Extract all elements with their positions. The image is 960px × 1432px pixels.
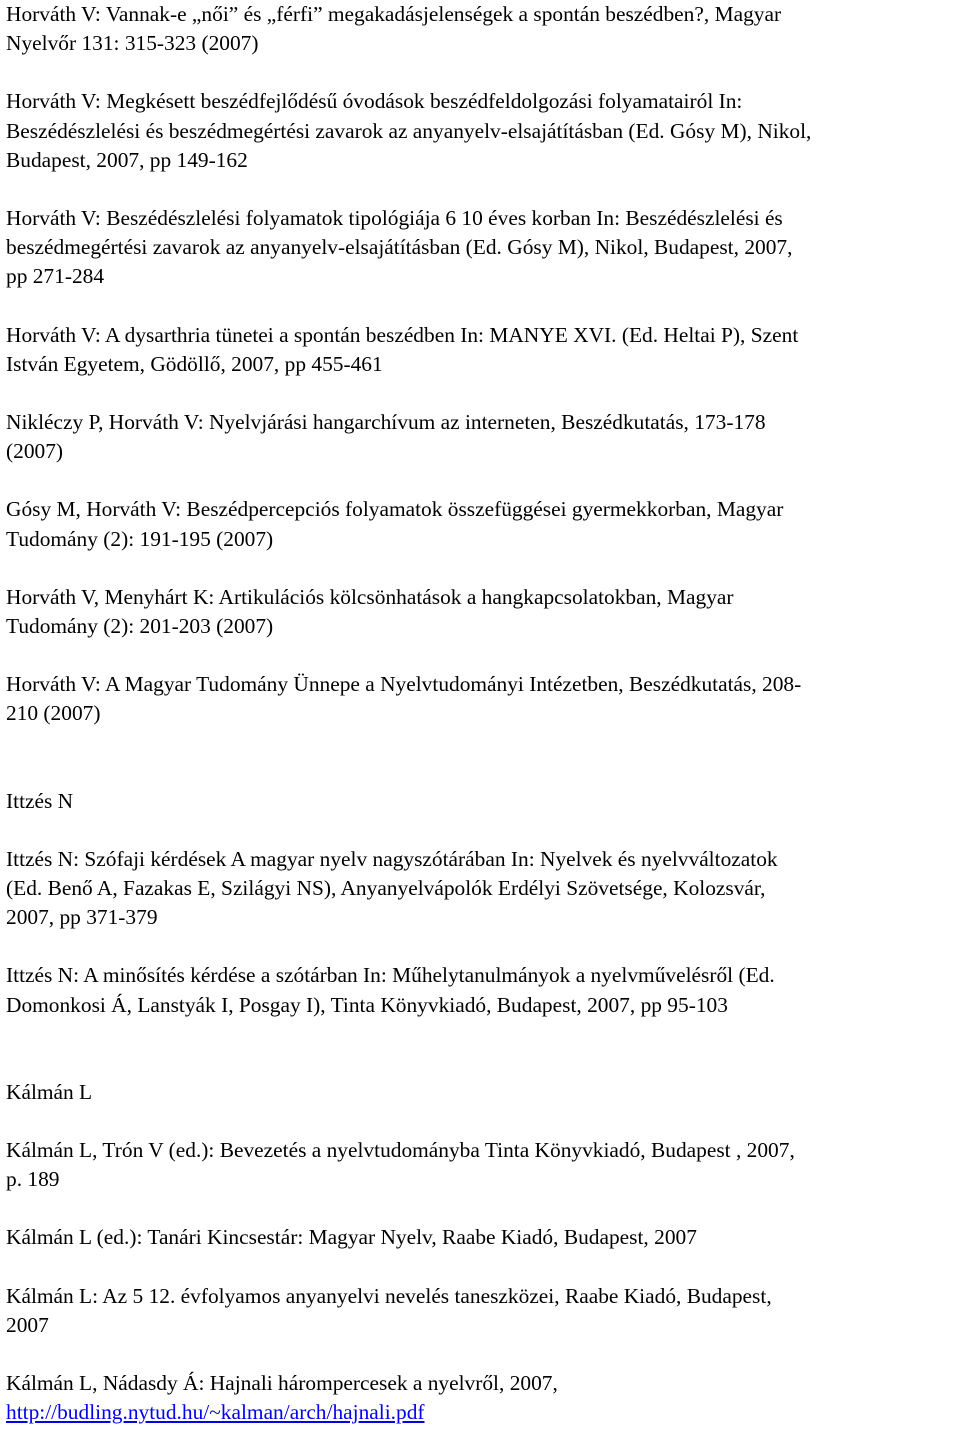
reference-entry: Ittzés N: A minősítés kérdése a szótárban In: Műhelytanulmányok a nyelvművelésről (Ed. Domonkosi Á, Lanstyák I, Posgay I), Tinta Könyvkiadó, Budapest, 2007, pp 95-103 [6, 963, 775, 1017]
document-page [6, 0, 956, 1428]
reference-entry: Nikléczy P, Horváth V: Nyelvjárási hangarchívum az interneten, Beszédkutatás, 173-178 (2007) [6, 410, 766, 464]
reference-entry: Gósy M, Horváth V: Beszédpercepciós folyamatok összefüggései gyermekkorban, Magyar Tudomány (2): 191-195 (2007) [6, 497, 784, 551]
reference-entry: Kálmán L: Az 5 12. évfolyamos anyanyelvi nevelés taneszközei, Raabe Kiadó, Budapest, 2007 [6, 1283, 772, 1337]
reference-entry-with-link [6, 1369, 956, 1427]
pdf-link[interactable]: http://budling.nytud.hu/~kalman/arch/hajnali.pdf [6, 1400, 425, 1425]
author-heading: Ittzés N [6, 788, 74, 813]
reference-entry: Ittzés N: Szófaji kérdések A magyar nyelv nagyszótárában In: Nyelvek és nyelvváltozatok (Ed. Benő A, Fazakas E, Szilágyi NS), Anyanyelvápolók Erdélyi Szövetsége, Kolozsvár, 2007, pp 371-379 [6, 846, 778, 930]
reference-entry: Horváth V: A Magyar Tudomány Ünnepe a Nyelvtudományi Intézetben, Beszédkutatás, 208- 210 (2007) [6, 672, 802, 726]
reference-entry: Horváth V: A dysarthria tünetei a spontán beszédben In: MANYE XVI. (Ed. Heltai P), Szent István Egyetem, Gödöllő, 2007, pp 455-461 [6, 322, 799, 376]
reference-entry: Kálmán L (ed.): Tanári Kincsestár: Magyar Nyelv, Raabe Kiadó, Budapest, 2007 [6, 1225, 697, 1250]
reference-entry: Kálmán L, Nádasdy Á: Hajnali hárompercesek a nyelvről, 2007, [6, 1371, 558, 1396]
reference-entry: Horváth V: Beszédészlelési folyamatok tipológiája 6 10 éves korban In: Beszédészlelési és beszédmegértési zavarok az anyanyelv-elsajátításban (Ed. Gósy M), Nikol, Budapest, 2007, pp 271-284 [6, 206, 793, 289]
reference-entry: Horváth V: Vannak-e „női” és „férfi” megakadásjelenségek a spontán beszédben?, Magyar Nyelvőr 131: 315-323 (2007) [6, 2, 782, 56]
reference-entry: Horváth V: Megkésett beszédfejlődésű óvodások beszédfeldolgozási folyamatairól In: Beszédészlelési és beszédmegértési zavarok az anyanyelv-elsajátításban (Ed. Gósy M), Nikol, Budapest, 2007, pp 149-162 [6, 89, 812, 172]
reference-entry: Kálmán L, Trón V (ed.): Bevezetés a nyelvtudományba Tinta Könyvkiadó, Budapest , 2007, p. 189 [6, 1138, 795, 1192]
reference-entry: Horváth V, Menyhárt K: Artikulációs kölcsönhatások a hangkapcsolatokban, Magyar Tudomány (2): 201-203 (2007) [6, 584, 734, 639]
author-heading: Kálmán L [6, 1079, 93, 1104]
